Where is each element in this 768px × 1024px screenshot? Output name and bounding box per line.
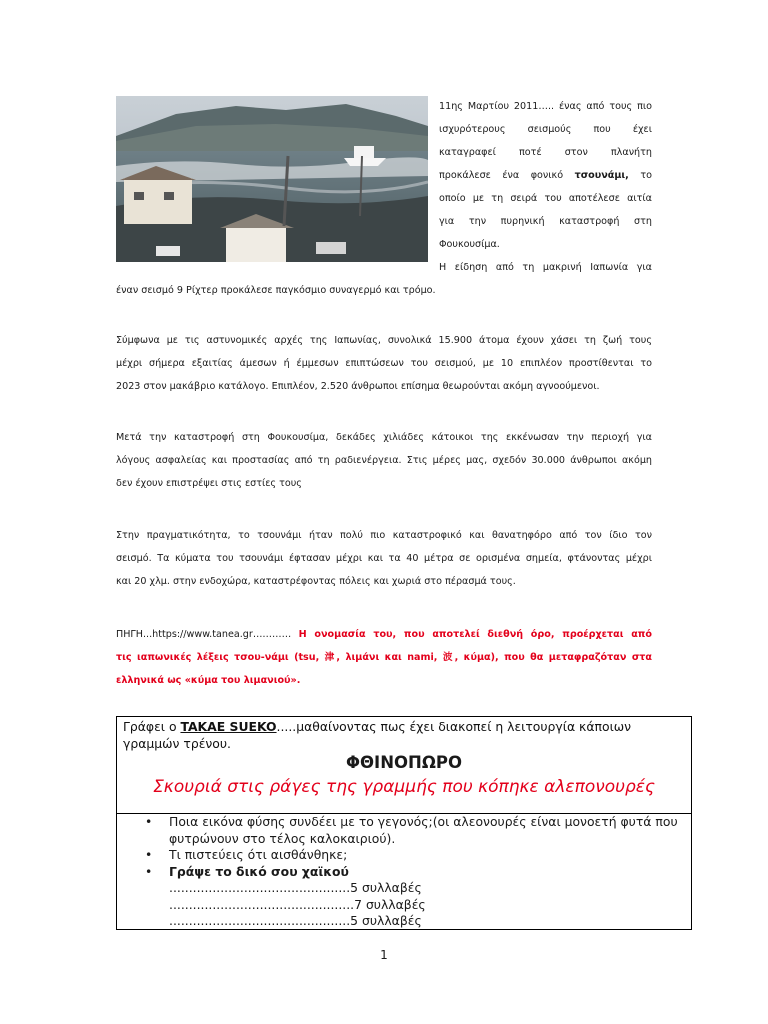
source-link[interactable]: ΠΗΓΗ...https://www.tanea.gr………… <box>116 629 292 640</box>
paragraph-line: Σύμφωνα με τις αστυνομικές αρχές της Ιαπωνίας, συνολικά 15.900 άτομα έχουν χάσει τη ζωή τους <box>116 335 652 346</box>
paragraph-line: σεισμό. Τα κύματα του τσουνάμι έφτασαν μέχρι και τα 40 μέτρα σε ορισμένα σημεία, φτάνοντας μέχρι <box>116 553 652 564</box>
etymology-text: τις ιαπωνικές λέξεις τσου-νάμι (tsu, 津, λιμάνι και nami, 波, κύμα), που θα μεταφραζόταν στα <box>116 652 652 663</box>
paragraph-source <box>116 623 652 692</box>
intro-line: ισχυρότερους σεισμούς που έχει <box>439 124 652 135</box>
paragraph-waves <box>116 524 652 593</box>
paragraph-line: μέχρι σήμερα εξαιτίας άμεσων ή έμμεσων επιπτώσεων του σεισμού, με 10 επιπλέον προστίθενται το <box>116 358 652 369</box>
author-name: TAKAE SUEKO <box>180 719 277 734</box>
intro-text-column <box>439 95 652 279</box>
syllable-line[interactable]: ...............................................7 συλλαβές <box>169 896 426 912</box>
question-list <box>145 814 685 930</box>
syllable-line[interactable]: ..............................................5 συλλαβές <box>169 880 422 895</box>
haiku-title: ΦΘΙΝΟΠΩΡΟ <box>346 753 462 772</box>
syllable-line[interactable]: ..............................................5 συλλαβές <box>169 913 422 928</box>
page-number: 1 <box>380 948 388 962</box>
paragraph-line: Μετά την καταστροφή στη Φουκουσίμα, δεκάδες χιλιάδες κάτοικοι της εκκένωσαν την περιοχή για <box>116 432 652 443</box>
haiku-text: Σκουριά στις ράγες της γραμμής που κόπηκε αλεπονουρές <box>153 777 655 797</box>
tsunami-bold-word: τσουνάμι, <box>574 170 629 181</box>
questions-cell <box>117 814 692 930</box>
paragraph-line <box>116 623 652 646</box>
etymology-text: ελληνικά ως «κύμα του λιμανιού». <box>116 675 301 686</box>
intro-line: Η είδηση από τη μακρινή Ιαπωνία για <box>439 262 652 273</box>
haiku-header-cell <box>117 717 692 814</box>
etymology-text: Η ονομασία του, που αποτελεί διεθνή όρο, προέρχεται από <box>298 629 652 640</box>
intro-line: οποίο με τη σειρά του αποτέλεσε αιτία <box>439 193 652 204</box>
intro-wrap-line: έναν σεισμό 9 Ρίχτερ προκάλεσε παγκόσμιο συναγερμό και τρόμο. <box>116 285 436 296</box>
paragraph-line: 2023 στον μακάβριο κατάλογο. Επιπλέον, 2.520 άνθρωποι επίσημα θεωρούνται ακόμη αγνοούμενοι. <box>116 381 600 392</box>
list-item: • Γράψε το δικό σου χαϊκού <box>145 863 349 879</box>
paragraph-line: λόγους ασφαλείας και προστασίας από τη ραδιενέργεια. Στις μέρες μας, σχεδόν 30.000 άνθρωποι ακόμη <box>116 455 652 466</box>
paragraph-line: και 20 χλμ. στην ενδοχώρα, καταστρέφοντας πόλεις και χωριά στο πέρασμά τους. <box>116 576 516 587</box>
intro-line: για την πυρηνική καταστροφή στη <box>439 216 652 227</box>
haiku-intro: Γράφει ο TAKAE SUEKO.....μαθαίνοντας πως έχει διακοπεί η λειτουργία κάποιων γραμμών τρένου. <box>123 719 632 751</box>
paragraph-casualties <box>116 329 652 398</box>
bullet-icon: • <box>145 863 153 879</box>
paragraph-evacuation <box>116 426 652 495</box>
intro-line: Φουκουσίμα. <box>439 239 500 250</box>
bullet-icon: • <box>145 847 153 862</box>
paragraph-line: δεν έχουν επιστρέψει στις εστίες τους <box>116 478 302 489</box>
tsunami-photo <box>116 96 428 262</box>
intro-line: 11ης Μαρτίου 2011….. ένας από τους πιο <box>439 101 652 112</box>
bullet-icon: • <box>145 814 153 829</box>
intro-line: προκάλεσε ένα φονικό τσουνάμι, το <box>439 170 652 181</box>
haiku-activity-table <box>116 716 692 930</box>
list-item: • Ποια εικόνα φύσης συνδέει με το γεγονός;(οι αλεονουρές είναι μονοετή φυτά που φυτρώνουν στο τέλος καλοκαιριού). <box>145 814 678 846</box>
intro-line: καταγραφεί ποτέ στον πλανήτη <box>439 147 652 158</box>
paragraph-line: Στην πραγματικότητα, το τσουνάμι ήταν πολύ πιο καταστροφικό και θανατηφόρο από τον ίδιο τον <box>116 530 652 541</box>
list-item: • Τι πιστεύεις ότι αισθάνθηκε; <box>145 847 348 862</box>
